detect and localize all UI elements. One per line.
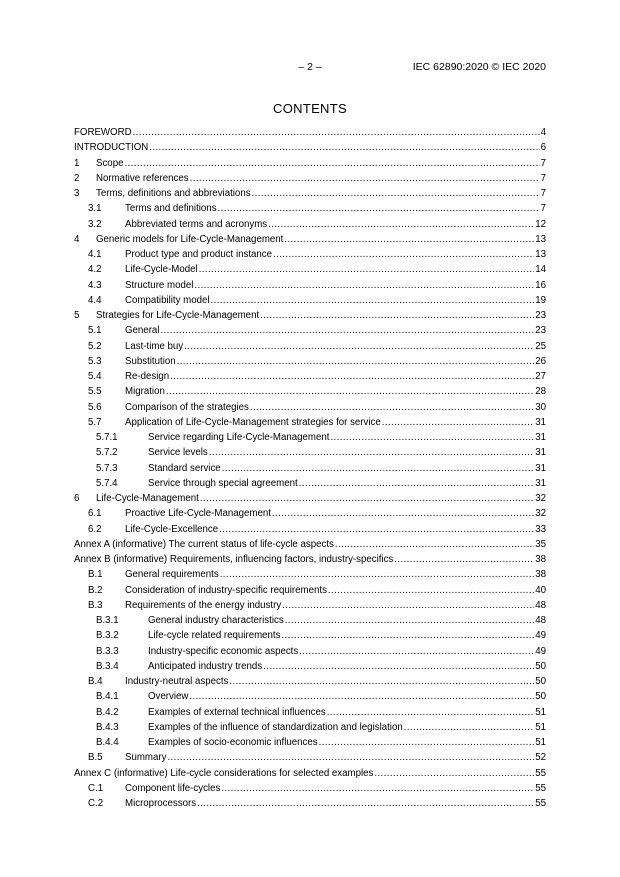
toc-entry-number: C.1 — [88, 782, 104, 794]
toc-entry-title: Comparison of the strategies — [125, 400, 250, 415]
toc-entry[interactable] — [74, 323, 546, 338]
toc-entry-page: 31 — [535, 462, 546, 474]
toc-entry[interactable] — [74, 781, 546, 796]
toc-entry-page: 31 — [535, 447, 546, 459]
dot-leader — [252, 186, 540, 201]
toc-entry-number: B.4 — [88, 676, 103, 687]
dot-leader — [209, 445, 534, 460]
toc-entry-title: Industry-specific economic aspects — [148, 644, 299, 659]
toc-entry-number: 5.4 — [88, 371, 102, 382]
toc-entry-title: Terms and definitions — [125, 201, 218, 216]
document-id: IEC 62890:2020 © IEC 2020 — [412, 61, 546, 73]
dot-leader — [260, 308, 534, 323]
toc-entry-page: 23 — [535, 325, 546, 337]
toc-entry-page: 28 — [535, 386, 546, 398]
dot-leader — [199, 262, 535, 277]
toc-entry-page: 6 — [540, 142, 546, 154]
toc-entry-number: 5.6 — [88, 401, 102, 413]
toc-entry[interactable] — [74, 491, 546, 506]
toc-entry[interactable] — [74, 217, 546, 232]
toc-entry[interactable] — [74, 720, 546, 735]
dot-leader — [184, 339, 534, 354]
toc-entry-page: 49 — [535, 645, 546, 657]
toc-entry-page: 38 — [535, 569, 546, 581]
toc-entry-page: 38 — [535, 554, 546, 565]
toc-entry-page: 7 — [540, 203, 546, 215]
dot-leader — [167, 750, 534, 765]
contents-heading: CONTENTS — [273, 101, 347, 116]
toc-entry[interactable] — [74, 186, 546, 201]
toc-entry-title: Scope — [96, 156, 124, 171]
dot-leader — [166, 384, 534, 399]
toc-entry-number: 5.7.1 — [96, 432, 118, 443]
toc-entry-title: Component life-cycles — [125, 781, 221, 796]
toc-entry-title: Service regarding Life-Cycle-Management — [148, 430, 330, 445]
toc-entry-number: B.4.2 — [96, 706, 119, 718]
toc-entry-title: Abbreviated terms and acronyms — [125, 217, 268, 232]
dot-leader — [263, 659, 534, 674]
dot-leader — [222, 461, 535, 476]
toc-entry-number: B.1 — [88, 569, 103, 581]
toc-entry-page: 35 — [535, 538, 546, 550]
toc-entry-title: Examples of the influence of standardization and legislation — [148, 720, 404, 735]
toc-entry-page: 51 — [535, 721, 546, 733]
toc-entry-page: 50 — [535, 691, 546, 703]
dot-leader — [284, 232, 534, 247]
toc-entry[interactable] — [74, 552, 546, 567]
toc-entry-title: General industry characteristics — [148, 613, 285, 628]
toc-entry-title: Last-time buy — [125, 339, 184, 354]
dot-leader — [330, 430, 534, 445]
toc-entry-title: Life-Cycle-Excellence — [125, 522, 219, 537]
dot-leader — [382, 415, 534, 430]
dot-leader — [394, 552, 534, 567]
dot-leader — [160, 323, 534, 338]
toc-entry-page: 13 — [535, 233, 546, 245]
toc-entry-number: 5.7.4 — [96, 477, 118, 489]
toc-entry-number: C.2 — [88, 798, 104, 809]
dot-leader — [327, 705, 535, 720]
toc-entry[interactable] — [74, 766, 546, 781]
toc-entry[interactable] — [74, 537, 546, 552]
dot-leader — [299, 476, 535, 491]
dot-leader — [285, 613, 535, 628]
toc-entry-title: General — [125, 323, 160, 338]
toc-entry-number: B.4.3 — [96, 721, 119, 733]
toc-entry[interactable] — [74, 308, 546, 323]
toc-entry-title: Examples of socio-economic influences — [148, 735, 319, 750]
toc-entry-title: Product type and product instance — [125, 247, 273, 262]
dot-leader — [194, 278, 534, 293]
toc-entry[interactable] — [74, 339, 546, 354]
toc-entry-title: FOREWORD — [74, 125, 133, 140]
toc-entry-title: Re-design — [125, 369, 170, 384]
toc-entry-page: 30 — [535, 401, 546, 413]
toc-entry-page: 12 — [535, 218, 546, 230]
toc-entry-title: Annex A (informative) The current status of life-cycle aspects — [74, 537, 335, 552]
toc-entry-title: Industry-neutral aspects — [125, 674, 229, 689]
toc-entry-page: 7 — [540, 188, 546, 199]
toc-entry[interactable] — [74, 430, 546, 445]
toc-entry-title: General requirements — [125, 567, 220, 582]
toc-entry-number: 5.7 — [88, 416, 102, 428]
toc-entry-title: Migration — [125, 384, 166, 399]
toc-entry-page: 51 — [535, 737, 546, 748]
toc-entry-title: Annex B (informative) Requirements, influencing factors, industry-specifics — [74, 552, 394, 567]
toc-entry[interactable] — [74, 506, 546, 521]
toc-entry[interactable] — [74, 232, 546, 247]
toc-entry-page: 13 — [535, 249, 546, 260]
toc-entry-title: Requirements of the energy industry — [125, 598, 282, 613]
toc-entry-page: 14 — [535, 264, 546, 276]
dot-leader — [319, 735, 535, 750]
toc-entry-page: 50 — [535, 660, 546, 672]
page-number: – 2 – — [298, 61, 322, 73]
dot-leader — [328, 583, 534, 598]
dot-leader — [282, 598, 534, 613]
dot-leader — [218, 201, 540, 216]
toc-entry-page: 55 — [535, 798, 546, 809]
toc-entry-number: 3.1 — [88, 203, 102, 215]
dot-leader — [273, 247, 534, 262]
toc-entry[interactable] — [74, 369, 546, 384]
toc-entry-number: 6 — [74, 493, 80, 504]
toc-entry-number: 4 — [74, 233, 80, 245]
toc-entry[interactable] — [74, 354, 546, 369]
toc-entry[interactable] — [74, 522, 546, 537]
toc-entry-title: Substitution — [125, 354, 177, 369]
toc-entry-title: Life-Cycle-Model — [125, 262, 199, 277]
toc-entry-number: 6.2 — [88, 523, 102, 535]
toc-entry-page: 31 — [535, 432, 546, 443]
toc-entry-number: B.3.3 — [96, 645, 119, 657]
toc-entry-page: 51 — [535, 706, 546, 718]
toc-entry-number: B.4.1 — [96, 691, 119, 703]
toc-entry-number: 3.2 — [88, 218, 102, 230]
toc-entry-number: 3 — [74, 188, 80, 199]
toc-entry[interactable] — [74, 415, 546, 430]
dot-leader — [189, 689, 534, 704]
toc-entry-title: Compatibility model — [125, 293, 211, 308]
dot-leader — [335, 537, 534, 552]
toc-entry[interactable] — [74, 445, 546, 460]
toc-entry[interactable] — [74, 247, 546, 262]
toc-entry[interactable] — [74, 796, 546, 811]
toc-entry[interactable] — [74, 476, 546, 491]
toc-entry[interactable] — [74, 583, 546, 598]
toc-entry-number: 5.7.2 — [96, 447, 118, 459]
toc-entry[interactable] — [74, 156, 546, 171]
toc-entry-title: Structure model — [125, 278, 194, 293]
dot-leader — [374, 766, 534, 781]
toc-entry-title: Terms, definitions and abbreviations — [96, 186, 252, 201]
toc-entry-page: 32 — [535, 493, 546, 504]
dot-leader — [149, 140, 539, 155]
dot-leader — [220, 567, 535, 582]
toc-entry-number: 5.1 — [88, 325, 102, 337]
toc-entry[interactable] — [74, 613, 546, 628]
toc-entry-title: Application of Life-Cycle-Management strategies for service — [125, 415, 382, 430]
dot-leader — [272, 506, 534, 521]
toc-entry-page: 26 — [535, 355, 546, 367]
toc-entry-page: 50 — [535, 676, 546, 687]
toc-entry-page: 31 — [535, 477, 546, 489]
toc-entry[interactable] — [74, 201, 546, 216]
toc-entry[interactable] — [74, 750, 546, 765]
toc-entry[interactable] — [74, 705, 546, 720]
toc-entry-title: Summary — [125, 750, 167, 765]
toc-entry-number: 5.5 — [88, 386, 102, 398]
table-of-contents — [74, 125, 546, 811]
dot-leader — [219, 522, 534, 537]
toc-entry-title: INTRODUCTION — [74, 140, 149, 155]
toc-entry-title: Anticipated industry trends — [148, 659, 263, 674]
toc-entry-title: Annex C (informative) Life-cycle considerations for selected examples — [74, 766, 374, 781]
toc-entry-title: Strategies for Life-Cycle-Management — [96, 308, 260, 323]
toc-entry-title: Life-cycle related requirements — [148, 628, 281, 643]
toc-entry[interactable] — [74, 140, 546, 155]
toc-entry-title: Service through special agreement — [148, 476, 299, 491]
toc-entry[interactable] — [74, 644, 546, 659]
toc-entry-number: 4.1 — [88, 249, 102, 260]
toc-entry[interactable] — [74, 400, 546, 415]
toc-entry-page: 27 — [535, 371, 546, 382]
toc-entry[interactable] — [74, 384, 546, 399]
toc-entry-title: Service levels — [148, 445, 209, 460]
toc-entry-number: 4.4 — [88, 294, 102, 306]
toc-entry-number: B.5 — [88, 752, 103, 764]
toc-entry-title: Generic models for Life-Cycle-Management — [96, 232, 284, 247]
toc-entry-page: 55 — [535, 782, 546, 794]
toc-entry-title: Life-Cycle-Management — [96, 491, 200, 506]
toc-entry-number: B.3 — [88, 599, 103, 611]
dot-leader — [211, 293, 535, 308]
toc-entry[interactable] — [74, 567, 546, 582]
toc-entry-page: 31 — [535, 416, 546, 428]
toc-entry-number: B.2 — [88, 584, 103, 596]
dot-leader — [221, 781, 534, 796]
toc-entry-page: 52 — [535, 752, 546, 764]
toc-entry-title: Overview — [148, 689, 189, 704]
toc-entry-title: Normative references — [96, 171, 190, 186]
toc-entry[interactable] — [74, 461, 546, 476]
toc-entry[interactable] — [74, 293, 546, 308]
toc-entry-page: 4 — [540, 127, 546, 138]
toc-entry[interactable] — [74, 125, 546, 140]
toc-entry[interactable] — [74, 659, 546, 674]
dot-leader — [200, 491, 534, 506]
dot-leader — [133, 125, 540, 140]
dot-leader — [124, 156, 539, 171]
toc-entry[interactable] — [74, 735, 546, 750]
toc-entry-number: 5.3 — [88, 355, 102, 367]
dot-leader — [190, 171, 540, 186]
toc-entry-page: 19 — [535, 294, 546, 306]
toc-entry-page: 33 — [535, 523, 546, 535]
dot-leader — [170, 369, 534, 384]
toc-entry-page: 55 — [535, 767, 546, 779]
dot-leader — [229, 674, 534, 689]
toc-entry[interactable] — [74, 171, 546, 186]
toc-entry-page: 25 — [535, 340, 546, 352]
toc-entry[interactable] — [74, 674, 546, 689]
dot-leader — [281, 628, 534, 643]
toc-entry-page: 7 — [540, 157, 546, 169]
toc-entry-page: 48 — [535, 615, 546, 626]
toc-entry-page: 16 — [535, 279, 546, 291]
toc-entry-page: 7 — [540, 172, 546, 184]
toc-entry-page: 40 — [535, 584, 546, 596]
toc-entry-page: 49 — [535, 630, 546, 642]
dot-leader — [250, 400, 534, 415]
toc-entry-number: 1 — [74, 157, 80, 169]
dot-leader — [299, 644, 534, 659]
toc-entry-page: 32 — [535, 508, 546, 520]
toc-entry[interactable] — [74, 628, 546, 643]
toc-entry-page: 23 — [535, 310, 546, 321]
toc-entry-number: B.4.4 — [96, 737, 119, 748]
toc-entry-number: B.3.1 — [96, 615, 119, 626]
toc-entry-title: Microprocessors — [125, 796, 197, 811]
toc-entry-title: Standard service — [148, 461, 222, 476]
toc-entry-number: 2 — [74, 172, 80, 184]
toc-entry[interactable] — [74, 278, 546, 293]
toc-entry-number: 4.2 — [88, 264, 102, 276]
toc-entry[interactable] — [74, 689, 546, 704]
toc-entry-title: Consideration of industry-specific requirements — [125, 583, 328, 598]
toc-entry-number: B.3.4 — [96, 660, 119, 672]
toc-entry-number: 6.1 — [88, 508, 102, 520]
dot-leader — [404, 720, 534, 735]
dot-leader — [268, 217, 534, 232]
toc-entry-title: Examples of external technical influences — [148, 705, 327, 720]
dot-leader — [197, 796, 534, 811]
toc-entry-page: 48 — [535, 599, 546, 611]
toc-entry-number: 5.2 — [88, 340, 102, 352]
toc-entry-title: Proactive Life-Cycle-Management — [125, 506, 272, 521]
toc-entry[interactable] — [74, 262, 546, 277]
toc-entry-number: 5 — [74, 310, 80, 321]
toc-entry-number: B.3.2 — [96, 630, 119, 642]
dot-leader — [177, 354, 535, 369]
toc-entry-number: 5.7.3 — [96, 462, 118, 474]
toc-entry-number: 4.3 — [88, 279, 102, 291]
toc-entry[interactable] — [74, 598, 546, 613]
